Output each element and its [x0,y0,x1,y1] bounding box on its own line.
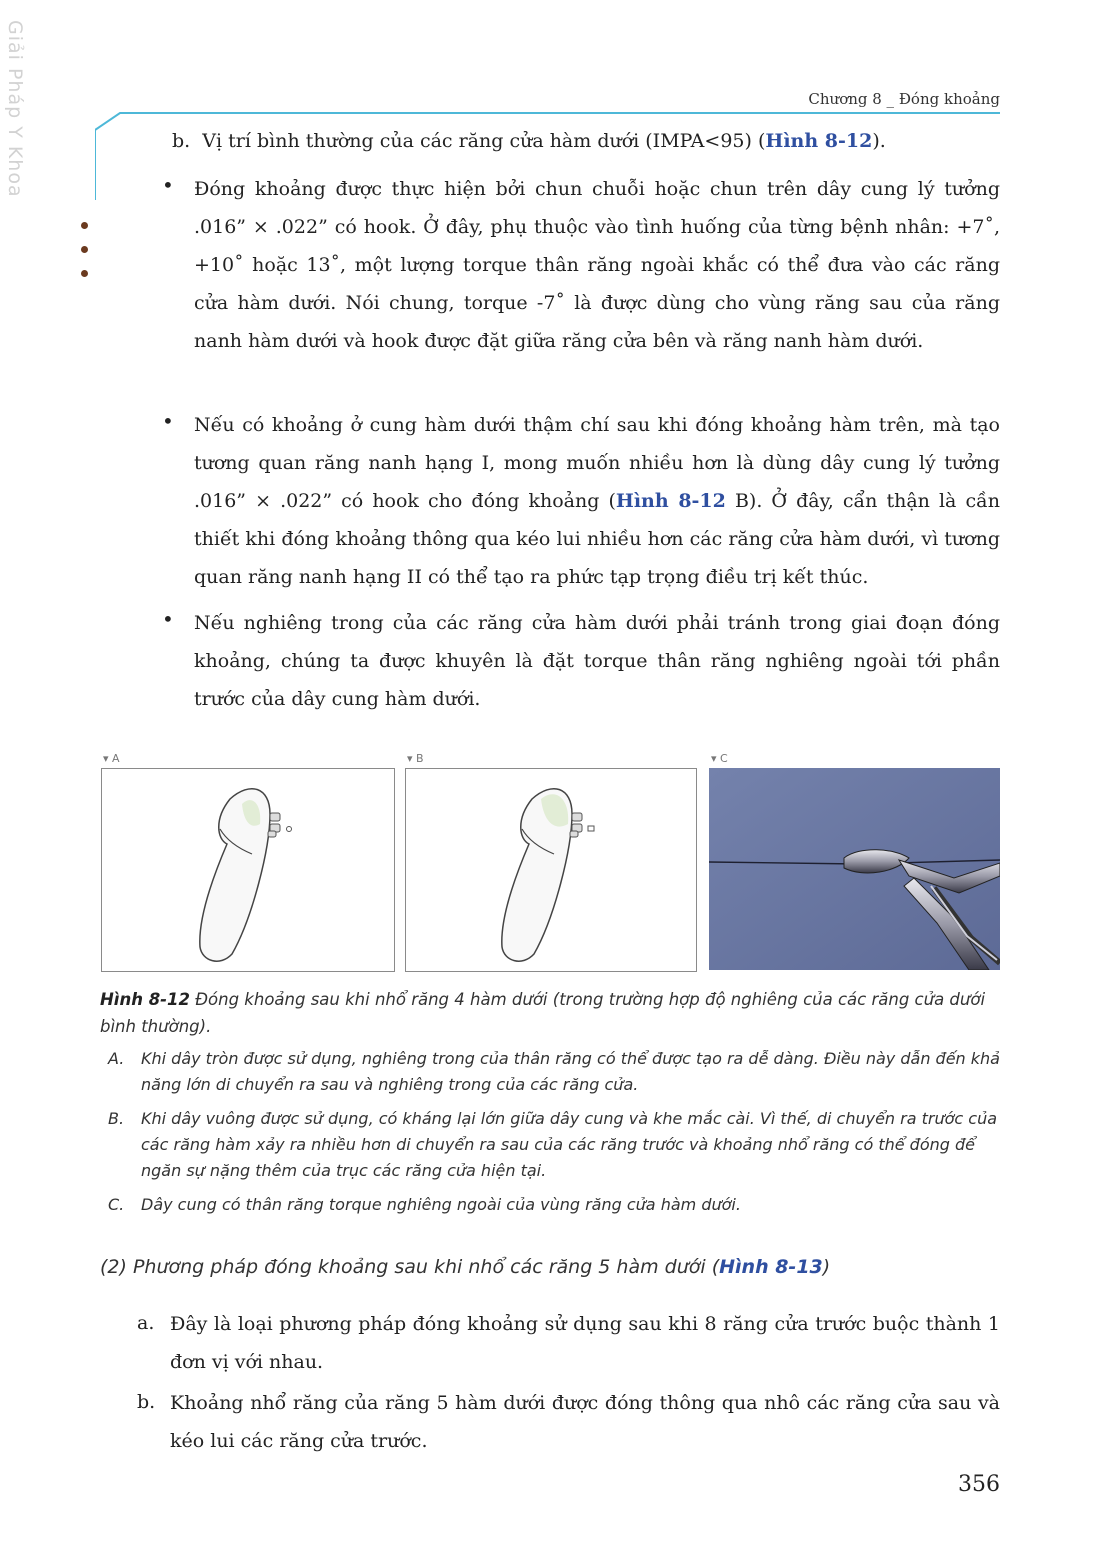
tooth-square-wire-illustration [406,769,696,971]
figure-panel-c-photo [709,768,1000,970]
page-number: 356 [958,1472,1000,1497]
margin-dot [81,246,88,253]
list-marker: a. [137,1312,155,1334]
running-head: Chương 8 _ Đóng khoảng [808,90,1000,108]
margin-dot [81,270,88,277]
list-marker: b. [137,1391,156,1413]
watermark: Giải Pháp Y Khoa [4,20,26,198]
section-heading-text: ) [822,1256,831,1278]
bullet-marker: • [162,173,174,197]
figure-panel-a [101,768,395,972]
section-item-text: Đây là loại phương pháp đóng khoảng sử dụng sau khi 8 răng cửa trước buộc thành 1 đơn vị với nhau. [170,1313,1000,1373]
bullet-text: Nếu có khoảng ở cung hàm dưới thậm chí sau khi đóng khoảng hàm trên, mà tạo tương quan răng nanh hạng I, mong muốn nhiều hơn là dùng dây cung lý tưởng .016” × .022” có hook cho đóng khoảng ( [194,414,1000,512]
caption-item-marker: A. [108,1049,125,1068]
bullet-paragraph [194,406,1000,596]
panel-label-a: ▾ A [103,752,120,765]
item-b-top [172,122,886,160]
plier-wire-photo [709,768,1000,970]
bullet-text: B). Ở đây, cẩn thận là cần thiết khi đóng khoảng thông qua kéo lui nhiều hơn các răng cửa hàm dưới, vì tương quan răng nanh hạng II có thể tạo ra phức tạp trọng điều trị kết thúc. [194,490,1000,588]
figure-ref-link[interactable]: Hình 8-13 [719,1256,823,1278]
section-heading-text: (2) Phương pháp đóng khoảng sau khi nhổ các răng 5 hàm dưới ( [100,1256,720,1278]
caption-item-text: Dây cung có thân răng torque nghiêng ngoài của vùng răng cửa hàm dưới. [141,1195,741,1214]
figure-panel-b [405,768,697,972]
caption-item-text: Khi dây vuông được sử dụng, có kháng lại lớn giữa dây cung và khe mắc cài. Vì thế, di chuyển ra trước của các răng hàm xảy ra nhiều hơn di chuyển ra sau của các răng trước và khoảng nhổ răng có thể đóng để ngăn sự nặng thêm của trục các răng cửa hiện tại. [141,1109,998,1180]
figure-ref-link[interactable]: Hình 8-12 [615,490,726,512]
section-item-text: Khoảng nhổ răng của răng 5 hàm dưới được đóng thông qua nhô các răng cửa sau và kéo lui các răng cửa trước. [170,1392,1000,1452]
caption-item-marker: B. [108,1109,125,1128]
caption-label: Hình 8-12 [100,990,190,1009]
figure-caption [100,986,1000,1040]
caption-text: Đóng khoảng sau khi nhổ răng 4 hàm dưới (trong trường hợp độ nghiêng của các răng cửa dưới bình thường). [100,990,986,1036]
bullet-marker: • [162,607,174,631]
caption-item-text: Khi dây tròn được sử dụng, nghiêng trong của thân răng có thể được tạo ra dễ dàng. Điều này dẫn đến khả năng lớn di chuyển ra sau và nghiêng trong của các răng cửa. [141,1049,1000,1094]
caption-item-marker: C. [108,1195,125,1214]
item-text: ). [872,130,886,152]
tooth-round-wire-illustration [102,769,394,971]
margin-dot [81,222,88,229]
panel-label-c: ▾ C [711,752,728,765]
section-heading [100,1256,830,1278]
item-text: Vị trí bình thường của các răng cửa hàm dưới (IMPA<95) ( [202,130,766,152]
caption-item [108,1192,1000,1218]
panel-label-b: ▾ B [407,752,424,765]
caption-item [108,1106,1000,1184]
bullet-marker: • [162,409,174,433]
bullet-paragraph: Nếu nghiêng trong của các răng cửa hàm dưới phải tránh trong giai đoạn đóng khoảng, chúng ta được khuyên là đặt torque thân răng nghiêng ngoài tới phần trước của dây cung hàm dưới. [194,612,1000,710]
list-marker: b. [172,130,191,152]
figure-ref-link[interactable]: Hình 8-12 [765,130,873,152]
bullet-paragraph: Đóng khoảng được thực hiện bởi chun chuỗi hoặc chun trên dây cung lý tưởng .016” × .022” có hook. Ở đây, phụ thuộc vào tình huống của từng bệnh nhân: +7˚, +10˚ hoặc 13˚, một lượng torque thân răng ngoài khắc có thể đưa vào các răng cửa hàm dưới. Nói chung, torque -7˚ là được dùng cho vùng răng sau của răng nanh hàm dưới và hook được đặt giữa răng cửa bên và răng nanh hàm dưới. [194,178,1000,352]
caption-item [108,1046,1000,1098]
